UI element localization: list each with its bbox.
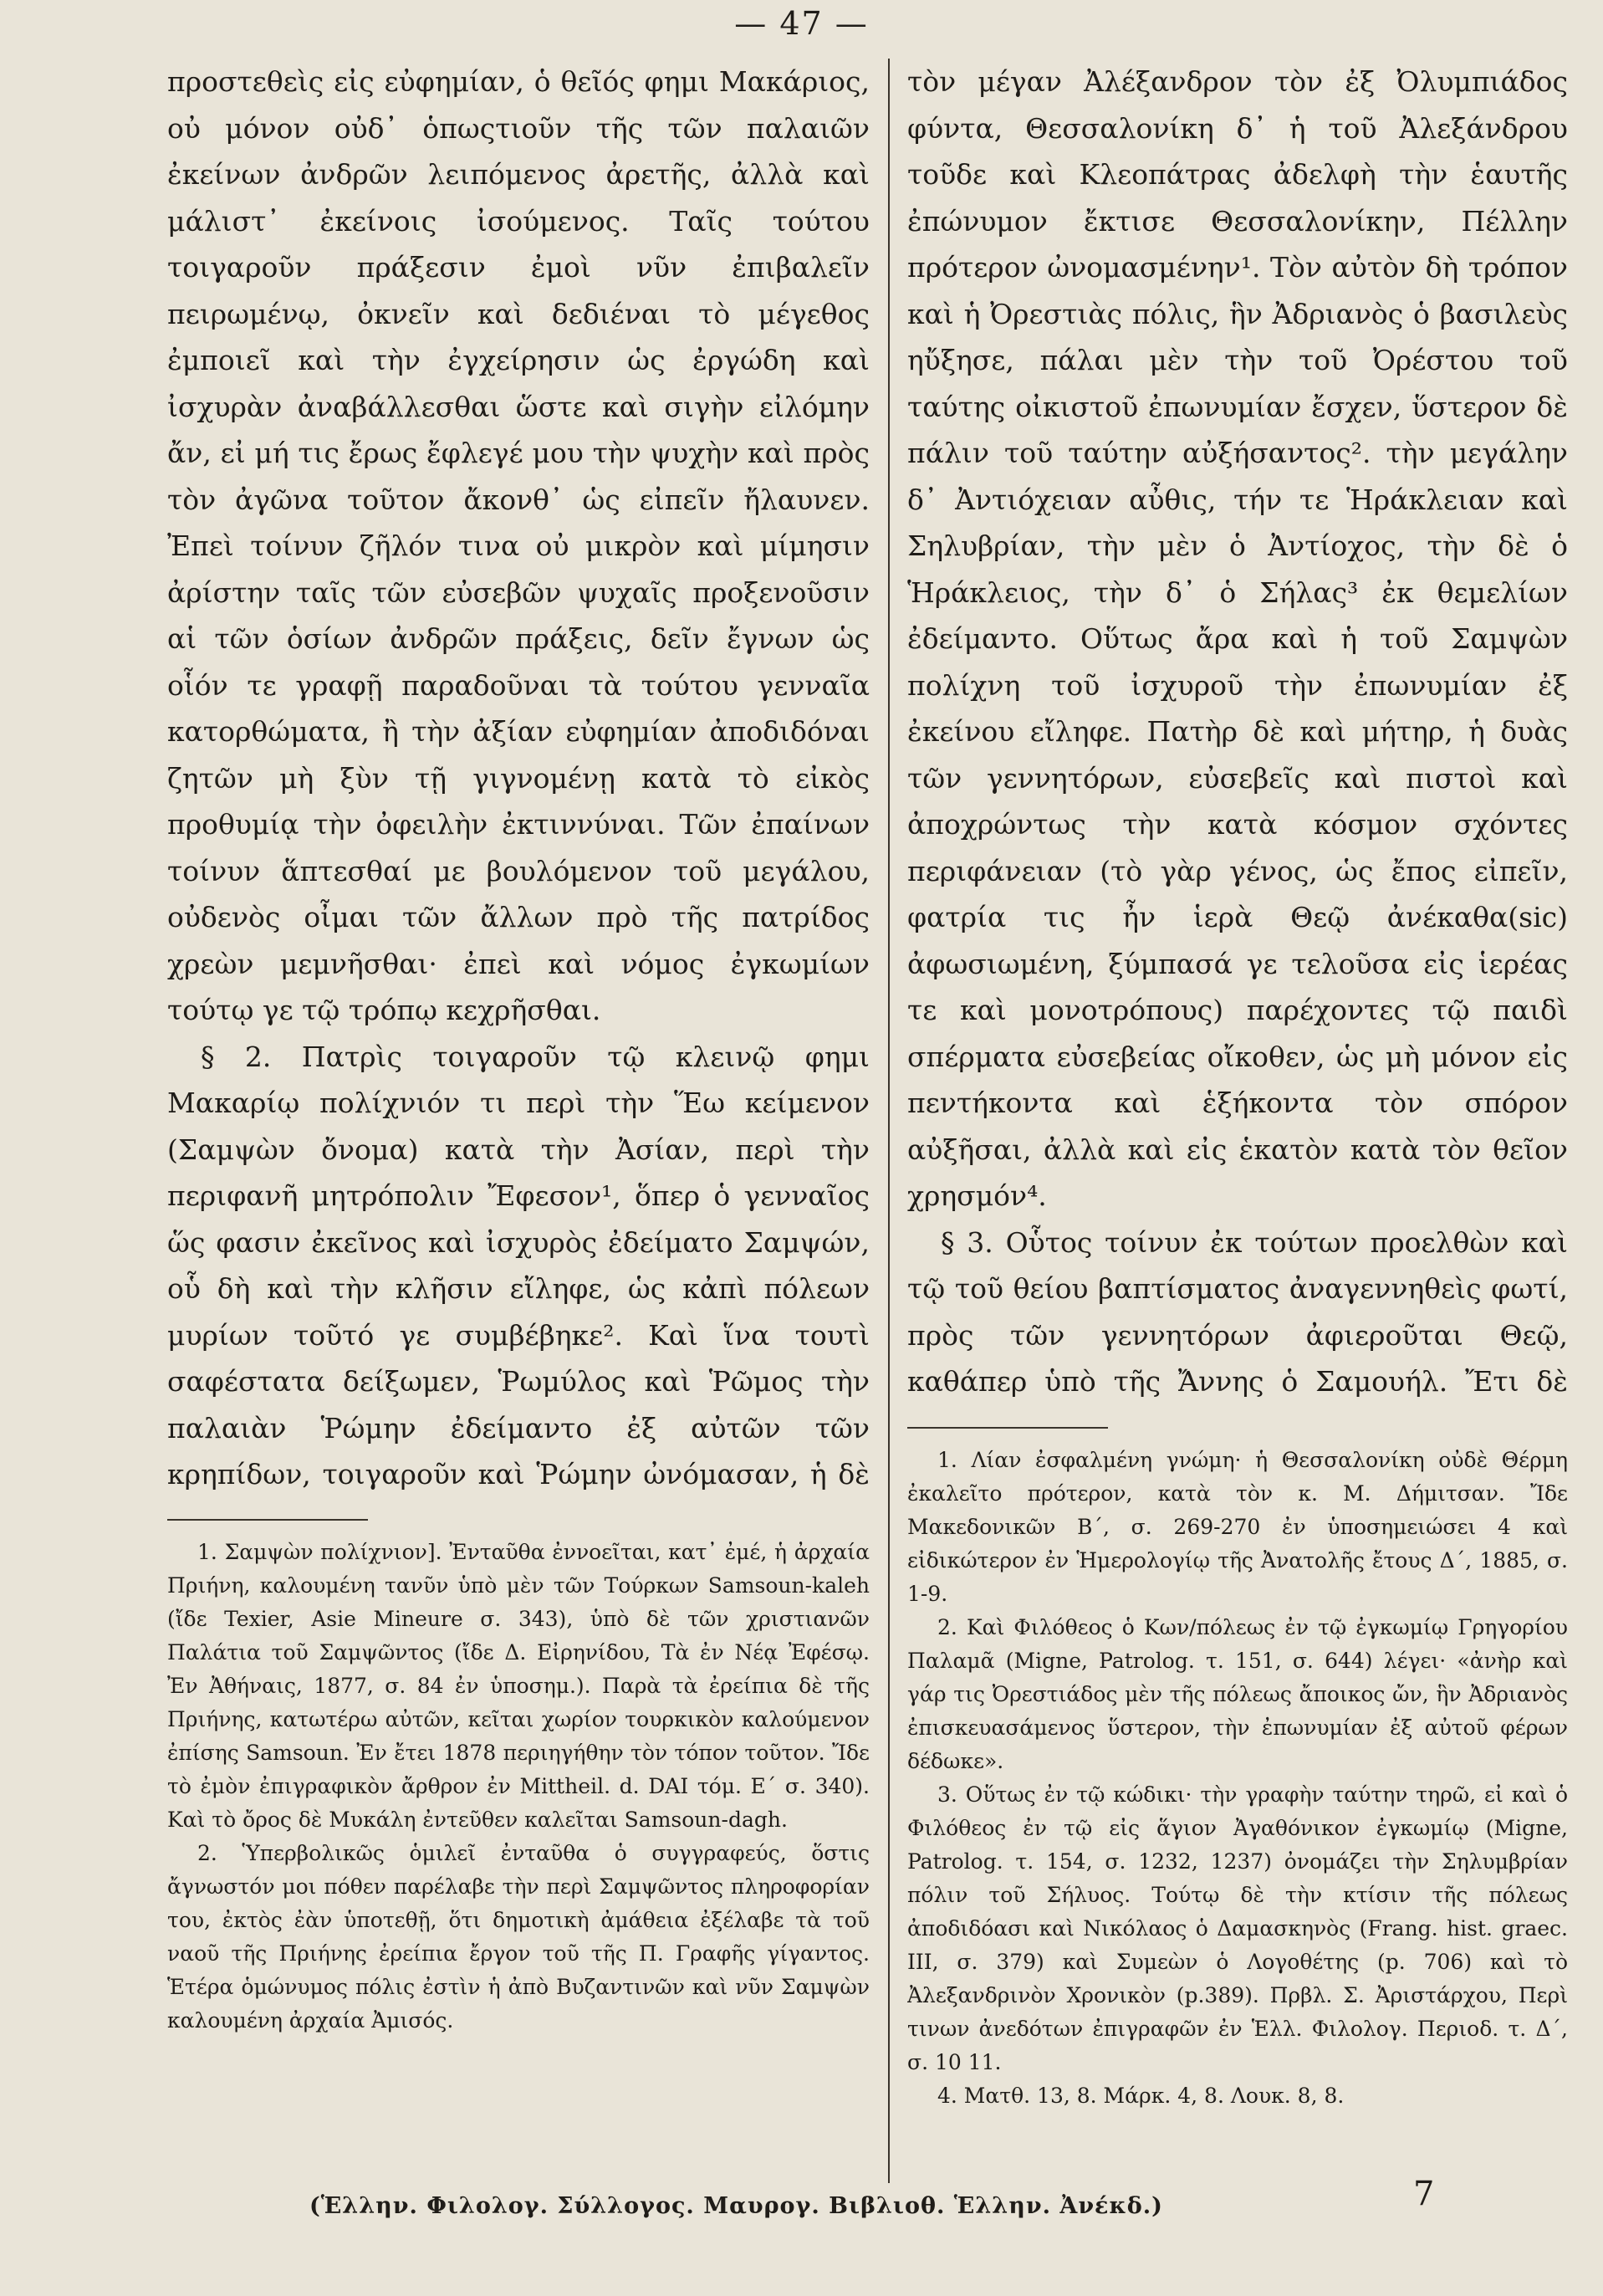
left-main-text (167, 59, 870, 1497)
right-main-text (907, 59, 1568, 1405)
left-footnotes (167, 1536, 870, 2222)
footnote: 2. Ὑπερβολικῶς ὁμιλεῖ ἐνταῦθα ὁ συγγραφεύς, ὅστις ἄγνωστόν μοι πόθεν παρέλαβε τὴν περὶ Σαμψῶντος πληροφορίαν του, ἐκτὸς ἐὰν ὑποτεθῇ, ὅτι δημοτικὴ ἀμάθεια ἐξέλαβε τὰ τοῦ ναοῦ τῆς Πριήνης ἐρείπια ἔργον τοῦ τῆς Π. Γραφῆς γίγαντος. Ἑτέρα ὁμώνυμος πόλις ἐστὶν ἡ ἀπὸ Βυζαντινῶν καὶ νῦν Σαμψὼν καλουμένη ἀρχαία Ἀμισός. (167, 1841, 870, 2033)
sheet-number: 7 (1413, 2175, 1435, 2213)
paragraph: § 2. Πατρὶς τοιγαροῦν τῷ κλεινῷ φημι Μακαρίῳ πολίχνιόν τι περὶ τὴν Ἕω κείμενον (Σαμψὼν ὄνομα) κατὰ τὴν Ἀσίαν, περὶ τὴν περιφανῆ μητρόπολιν Ἔφεσον¹, ὅπερ ὁ γενναῖος ὥς φασιν ἐκεῖνος καὶ ἰσχυρὸς ἐδείματο Σαμψών, οὗ δὴ καὶ τὴν κλῆσιν εἴληφε, ὡς κἀπὶ πόλεων μυρίων τοῦτό γε συμβέβηκε². Καὶ ἵνα τουτὶ σαφέστατα δείξωμεν, Ῥωμύλος καὶ Ῥῶμος τὴν παλαιὰν Ῥώμην ἐδείμαντο ἐξ αὐτῶν τῶν κρηπίδων, τοιγαροῦν καὶ Ῥώμην ὠνόμασαν, ἡ δὲ (167, 1040, 870, 1491)
column-divider (888, 59, 890, 2183)
signature-line: (Ἑλλην. Φιλολογ. Σύλλογος. Μαυρογ. Βιβλιοθ. Ἑλλην. Ἀνέκδ.) (309, 2193, 1163, 2219)
paragraph: προστεθεὶς εἰς εὐφημίαν, ὁ θεῖός φημι Μακάριος, οὐ μόνον οὐδ᾽ ὁπωςτιοῦν τῆς τῶν παλαιῶν ἐκείνων ἀνδρῶν λειπόμενος ἀρετῆς, ἀλλὰ καὶ μάλιστ᾽ ἐκείνοις ἰσούμενος. Ταῖς τούτου τοιγαροῦν πράξεσιν ἐμοὶ νῦν ἐπιβαλεῖν πειρωμένῳ, ὀκνεῖν καὶ δεδιέναι τὸ μέγεθος ἐμποιεῖ καὶ τὴν ἐγχείρησιν ὡς ἐργώδη καὶ ἰσχυρὰν ἀναβάλλεσθαι ὥστε καὶ σιγὴν εἰλόμην ἄν, εἰ μή τις ἔρως ἔφλεγέ μου τὴν ψυχὴν καὶ πρὸς τὸν ἀγῶνα τοῦτον ἄκονθ᾽ ὡς εἰπεῖν ἤλαυνεν. Ἐπεὶ τοίνυν ζῆλόν τινα οὐ μικρὸν καὶ μίμησιν ἀρίστην ταῖς τῶν εὐσεβῶν ψυχαῖς προξενοῦσιν αἱ τῶν ὁσίων ἀνδρῶν πράξεις, δεῖν ἔγνων ὡς οἷόν τε γραφῇ παραδοῦναι τὰ τούτου γενναῖα κατορθώματα, ἢ τὴν ἀξίαν εὐφημίαν ἀποδιδόναι ζητῶν μὴ ξὺν τῇ γιγνομένῃ κατὰ τὸ εἰκὸς προθυμίᾳ τὴν ὀφειλὴν ἐκτιννύναι. Τῶν ἐπαίνων τοίνυν ἅπτεσθαί με βουλόμενον τοῦ μεγάλου, οὐδενὸς οἶμαι τῶν ἄλλων πρὸ τῆς πατρίδος χρεὼν μεμνῆσθαι· ἐπεὶ καὶ νόμος ἐγκωμίων τούτῳ γε τῷ τρόπῳ κεχρῆσθαι. (167, 65, 870, 1026)
paragraph: § 3. Οὗτος τοίνυν ἐκ τούτων προελθὼν καὶ τῷ τοῦ θείου βαπτίσματος ἀναγεννηθεὶς φωτί, πρὸς τῶν γεννητόρων ἀφιεροῦται Θεῷ, καθάπερ ὑπὸ τῆς Ἄννης ὁ Σαμουήλ. Ἔτι δὲ (907, 1225, 1568, 1398)
footnote-rule (167, 1519, 368, 1521)
paragraph: τὸν μέγαν Ἀλέξανδρον τὸν ἐξ Ὀλυμπιάδος φύντα, Θεσσαλονίκη δ᾽ ἡ τοῦ Ἀλεξάνδρου τοῦδε καὶ Κλεοπάτρας ἀδελφὴ τὴν ἑαυτῆς ἐπώνυμον ἔκτισε Θεσσαλονίκην, Πέλλην πρότερον ὠνομασμένην¹. Τὸν αὐτὸν δὴ τρόπον καὶ ἡ Ὀρεστιὰς πόλις, ἣν Ἀδριανὸς ὁ βασιλεὺς ηὔξησε, πάλαι μὲν τὴν τοῦ Ὀρέστου τοῦ ταύτης οἰκιστοῦ ἐπωνυμίαν ἔσχεν, ὕστερον δὲ πάλιν τοῦ ταύτην αὐξήσαντος². τὴν μεγάλην δ᾽ Ἀντιόχειαν αὖθις, τήν τε Ἡράκλειαν καὶ Σηλυβρίαν, τὴν μὲν ὁ Ἀντίοχος, τὴν δὲ ὁ Ἡράκλειος, τὴν δ᾽ ὁ Σήλας³ ἐκ θεμελίων ἐδείμαντο. Οὕτως ἄρα καὶ ἡ τοῦ Σαμψὼν πολίχνη τοῦ ἰσχυροῦ τὴν ἐπωνυμίαν ἐξ ἐκείνου εἴληφε. Πατὴρ δὲ καὶ μήτηρ, ἡ δυὰς τῶν γεννητόρων, εὐσεβεῖς καὶ πιστοὶ καὶ ἀποχρώντως τὴν κατὰ κόσμον σχόντες περιφάνειαν (τὸ γὰρ γένος, ὡς ἔπος εἰπεῖν, φατρία τις ἦν ἱερὰ Θεῷ ἀνέκαθα(sic) ἀφωσιωμένη, ξύμπασά γε τελοῦσα εἰς ἱερέας τε καὶ μονοτρόπους) παρέχοντες τῷ παιδὶ σπέρματα εὐσεβείας οἴκοθεν, ὡς μὴ μόνον εἰς πεντήκοντα καὶ ἑξήκοντα τὸν σπόρον αὐξῆσαι, ἀλλὰ καὶ εἰς ἑκατὸν κατὰ τὸν θεῖον χρησμόν⁴. (907, 65, 1568, 1212)
left-column (167, 59, 870, 2222)
right-footnotes (907, 1444, 1568, 2130)
footnote-rule (907, 1427, 1108, 1429)
footnote: 1. Σαμψὼν πολίχνιον]. Ἐνταῦθα ἐννοεῖται, κατ᾽ ἐμέ, ἡ ἀρχαία Πριήνη, καλουμένη τανῦν ὑπὸ μὲν τῶν Τούρκων Samsoun-kaleh (ἴδε Texier, Asie Mineure σ. 343), ὑπὸ δὲ τῶν χριστιανῶν Παλάτια τοῦ Σαμψῶντος (ἴδε Δ. Εἰρηνίδου, Τὰ ἐν Νέᾳ Ἐφέσῳ. Ἐν Ἀθήναις, 1877, σ. 84 ἐν ὑποσημ.). Παρὰ τὰ ἐρείπια δὲ τῆς Πριήνης, κατωτέρω αὐτῶν, κεῖται χωρίον τουρκικὸν καλούμενον ἐπίσης Samsoun. Ἐν ἔτει 1878 περιηγήθην τὸν τόπον τοῦτον. Ἴδε τὸ ἐμὸν ἐπιγραφικὸν ἄρθρον ἐν Mittheil. d. DAI τόμ. Ε´ σ. 340). Καὶ τὸ ὄρος δὲ Μυκάλη ἐντεῦθεν καλεῖται Samsoun-dagh. (167, 1540, 870, 1832)
footnote: 4. Ματθ. 13, 8. Μάρκ. 4, 8. Λουκ. 8, 8. (937, 2084, 1345, 2108)
footnote: 1. Λίαν ἐσφαλμένη γνώμη· ἡ Θεσσαλονίκη οὐδὲ Θέρμη ἐκαλεῖτο πρότερον, κατὰ τὸν κ. Μ. Δήμιτσαν. Ἴδε Μακεδονικῶν Β´, σ. 269-270 ἐν ὑποσημειώσει 4 καὶ εἰδικώτερον ἐν Ἡμερολογίῳ τῆς Ἀνατολῆς ἔτους Δ´, 1885, σ. 1-9. (907, 1448, 1568, 1606)
footnote: 2. Καὶ Φιλόθεος ὁ Κων/πόλεως ἐν τῷ ἐγκωμίῳ Γρηγορίου Παλαμᾶ (Migne, Patrolog. τ. 151, σ. 644) λέγει· «ἀνὴρ καὶ γάρ τις Ὀρεστιάδος μὲν τῆς πόλεως ἄποικος ὤν, ἣν Ἀδριανὸς ἐπισκευασάμενος ὕστερον, τὴν ἐπωνυμίαν ἐξ αὐτοῦ φέρων δέδωκε». (907, 1615, 1568, 1773)
right-column (907, 59, 1568, 2130)
footnote: 3. Οὕτως ἐν τῷ κώδικι· τὴν γραφὴν ταύτην τηρῶ, εἰ καὶ ὁ Φιλόθεος ἐν τῷ εἰς ἅγιον Ἀγαθόνικον ἐγκωμίῳ (Migne, Patrolog. τ. 154, σ. 1232, 1237) ὀνομάζει τὴν Σηλυμβρίαν πόλιν τοῦ Σήλυος. Τούτῳ δὲ τὴν κτίσιν τῆς πόλεως ἀποδιδόασι καὶ Νικόλαος ὁ Δαμασκηνὸς (Frang. hist. graec. III, σ. 379) καὶ Συμεὼν ὁ Λογοθέτης (p. 706) καὶ τὸ Ἀλεξανδρινὸν Χρονικὸν (p.389). Πρβλ. Σ. Ἀριστάρχου, Περὶ τινων ἀνεδότων ἐπιγραφῶν ἐν Ἑλλ. Φιλολογ. Περιοδ. τ. Δ´, σ. 10 11. (907, 1782, 1568, 2074)
page-number: — 47 — (734, 5, 869, 42)
